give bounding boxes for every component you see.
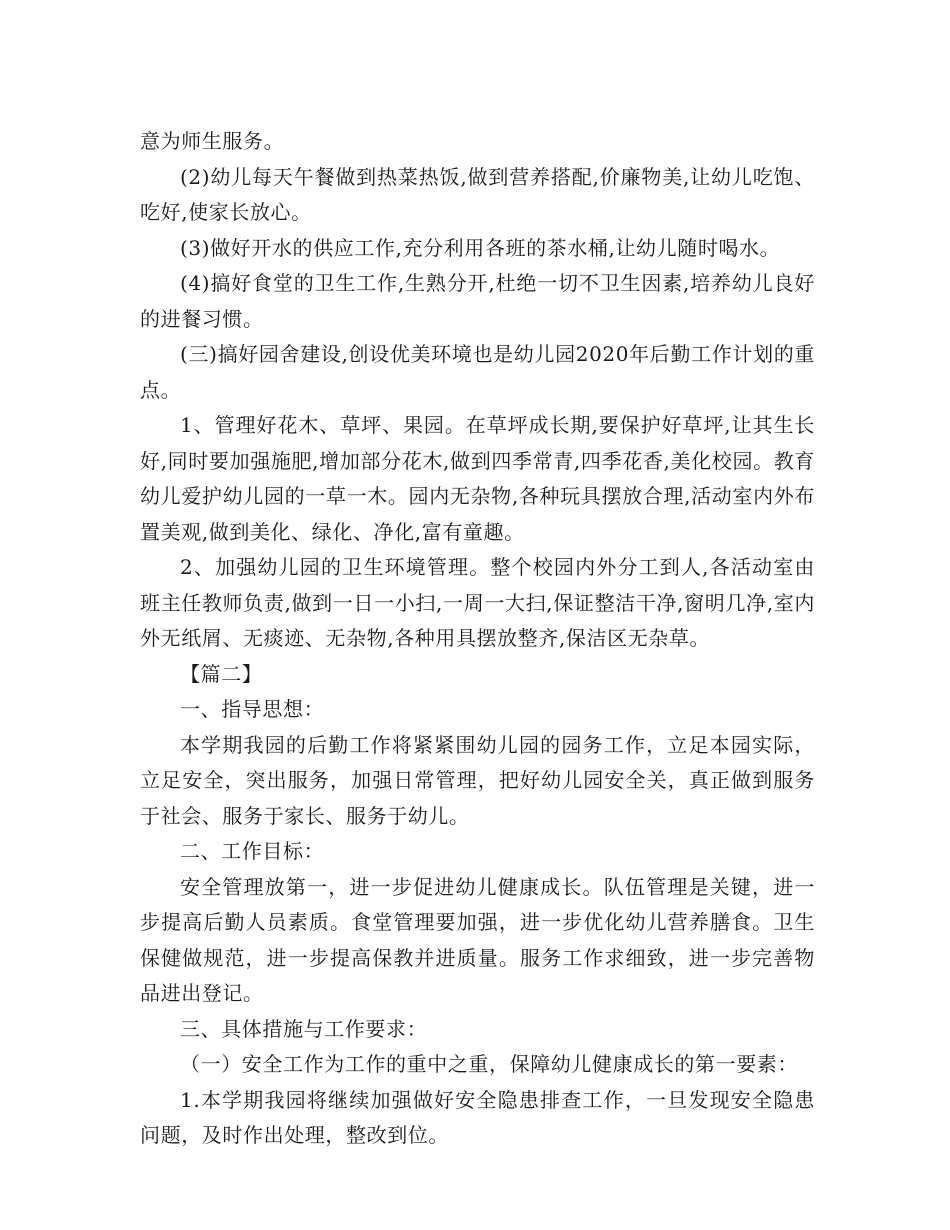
- paragraph: 本学期我园的后勤工作将紧紧围幼儿园的园务工作，立足本园实际，立足安全，突出服务，加强日常管理，把好幼儿园安全关，真正做到服务于社会、服务于家长、服务于幼儿。: [140, 732, 815, 828]
- paragraph: (3)做好开水的供应工作,充分利用各班的茶水桶,让幼儿随时喝水。: [180, 235, 781, 260]
- paragraph: 2、加强幼儿园的卫生环境管理。整个校园内外分工到人,各活动室由班主任教师负责,做到一日一小扫,一周一大扫,保证整洁干净,窗明几净,室内外无纸屑、无痰迹、无杂物,各种用具摆放整齐,保洁区无杂草。: [140, 555, 815, 650]
- document-body: [140, 124, 815, 1154]
- subsection-heading: （一）安全工作为工作的重中之重，保障幼儿健康成长的第一要素：: [180, 1052, 798, 1076]
- paragraph: 1.本学期我园将继续加强做好安全隐患排查工作，一旦发现安全隐患问题，及时作出处理，整改到位。: [140, 1087, 815, 1147]
- section-heading: 【篇二】: [180, 661, 263, 686]
- paragraph: 1、管理好花木、草坪、果园。在草坪成长期,要保护好草坪,让其生长好,同时要加强施肥,增加部分花木,做到四季常青,四季花香,美化校园。教育幼儿爱护幼儿园的一草一木。园内无杂物,各种玩具摆放合理,活动室内外布置美观,做到美化、绿化、净化,富有童趣。: [140, 413, 815, 544]
- section-heading: 三、具体措施与工作要求：: [180, 1016, 428, 1041]
- paragraph: (三)搞好园舍建设,创设优美环境也是幼儿园2020年后勤工作计划的重点。: [140, 342, 815, 402]
- paragraph: (4)搞好食堂的卫生工作,生熟分开,杜绝一切不卫生因素,培养幼儿良好的进餐习惯。: [140, 271, 815, 331]
- section-heading: 一、指导思想：: [180, 697, 325, 721]
- section-heading: 二、工作目标：: [180, 839, 325, 863]
- paragraph: 安全管理放第一，进一步促进幼儿健康成长。队伍管理是关键，进一步提高后勤人员素质。食堂管理要加强，进一步优化幼儿营养膳食。卫生保健做规范，进一步提高保教并进质量。服务工作求细致，进一步完善物品进出登记。: [140, 874, 815, 1005]
- paragraph: (2)幼儿每天午餐做到热菜热饭,做到营养搭配,价廉物美,让幼儿吃饱、吃好,使家长放心。: [140, 164, 815, 224]
- paragraph: 意为师生服务。: [140, 129, 285, 153]
